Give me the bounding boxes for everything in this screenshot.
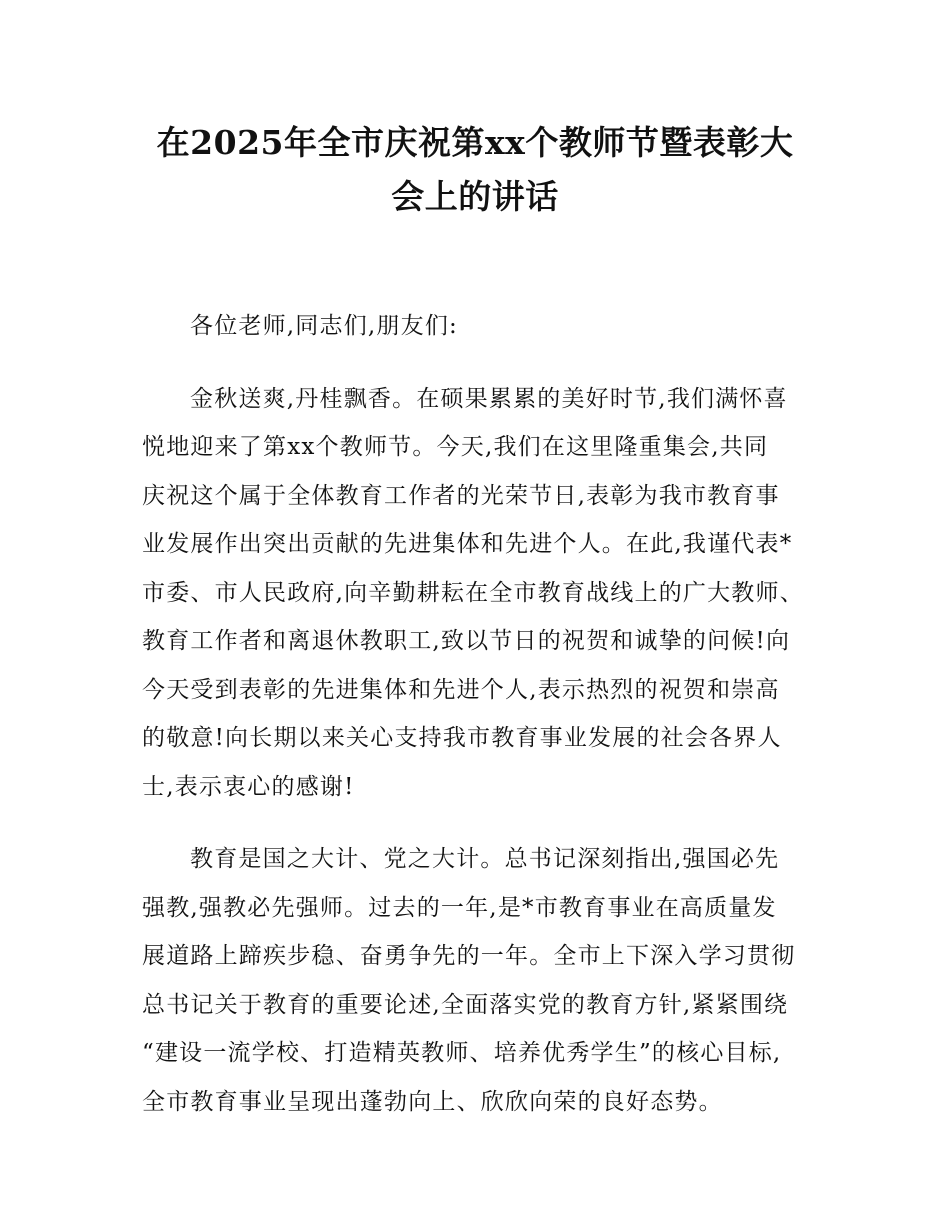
paragraph-line: “建设一流学校、打造精英教师、培养优秀学生”的核心目标, bbox=[142, 1040, 782, 1066]
salutation bbox=[142, 302, 832, 351]
paragraph-line: 今天受到表彰的先进集体和先进个人,表示热烈的祝贺和崇高 bbox=[142, 676, 780, 703]
paragraph-line: 教育是国之大计、党之大计。总书记深刻指出,强国必先 bbox=[190, 846, 780, 872]
paragraph-line: 士,表示衷心的感谢! bbox=[142, 773, 355, 800]
title-line-2: 会上的讲话 bbox=[391, 177, 559, 216]
paragraph-line: 业发展作出突出贡献的先进集体和先进个人。在此,我谨代表* bbox=[142, 531, 793, 557]
paragraph-line: 全市教育事业呈现出蓬勃向上、欣欣向荣的良好态势。 bbox=[142, 1088, 723, 1115]
document-title bbox=[140, 116, 810, 224]
paragraph-1 bbox=[142, 375, 832, 812]
paragraph-line: 总书记关于教育的重要论述,全面落实党的教育方针,紧紧围绕 bbox=[142, 991, 789, 1018]
document-body bbox=[142, 302, 832, 1126]
paragraph-line: 庆祝这个属于全体教育工作者的光荣节日,表彰为我市教育事 bbox=[142, 482, 780, 509]
paragraph-line: 悦地迎来了第xx个教师节。今天,我们在这里隆重集会,共同 bbox=[142, 434, 769, 460]
paragraph-line: 强教,强教必先强师。过去的一年,是*市教育事业在高质量发 bbox=[142, 894, 777, 921]
paragraph-line: 展道路上蹄疾步稳、奋勇争先的一年。全市上下深入学习贯彻 bbox=[142, 943, 796, 969]
salutation-text: 各位老师,同志们,朋友们: bbox=[190, 313, 458, 339]
title-line-1: 在2025年全市庆祝第xx个教师节暨表彰大 bbox=[156, 123, 794, 162]
paragraph-line: 金秋送爽,丹桂飘香。在硕果累累的美好时节,我们满怀喜 bbox=[190, 385, 788, 412]
paragraph-line: 的敬意!向长期以来关心支持我市教育事业发展的社会各界人 bbox=[142, 725, 782, 751]
paragraph-2 bbox=[142, 835, 832, 1126]
paragraph-line: 市委、市人民政府,向辛勤耕耘在全市教育战线上的广大教师、 bbox=[142, 579, 804, 606]
paragraph-line: 教育工作者和离退休教职工,致以节日的祝贺和诚挚的问候!向 bbox=[142, 628, 791, 654]
